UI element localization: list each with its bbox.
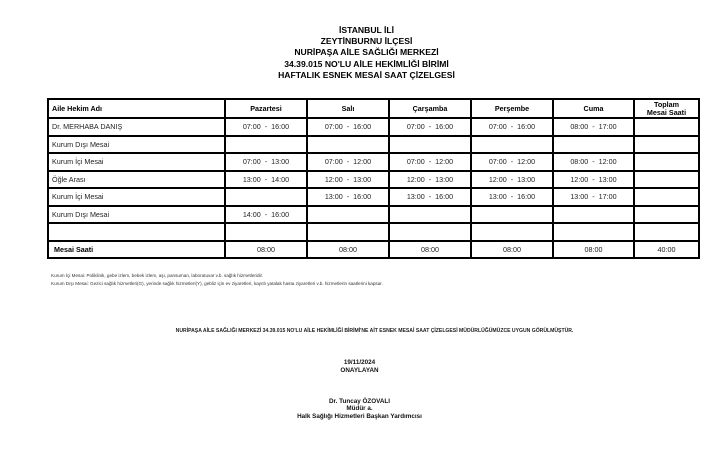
total-cell: 08:00 [471, 241, 553, 259]
total-row [48, 241, 699, 259]
row-label: Kurum Dışı Mesai [48, 206, 225, 224]
row-label: Dr. MERHABA DANIŞ [48, 118, 225, 136]
column-header-total [634, 99, 699, 118]
row-label: Kurum Dışı Mesai [48, 136, 225, 154]
title-schedule: HAFTALIK ESNEK MESAİ SAAT ÇİZELGESİ [278, 69, 455, 80]
table-cell: 13:00 - 16:00 [389, 188, 471, 206]
table-cell: 07:00 - 16:00 [471, 118, 553, 136]
table-cell [634, 136, 699, 154]
table-row [48, 206, 699, 224]
approver-position: Halk Sağlığı Hizmetleri Başkan Yardımcısı [297, 413, 422, 421]
column-header-doctor: Aile Hekim Adı [48, 99, 225, 118]
table-cell [634, 206, 699, 224]
table-cell [471, 136, 553, 154]
row-label: Kurum İçi Mesai [48, 188, 225, 206]
table-cell [307, 136, 389, 154]
table-cell [634, 171, 699, 189]
approver-role: ONAYLAYAN [340, 366, 379, 374]
table-cell [225, 136, 307, 154]
signature-block [0, 359, 717, 421]
table-cell: 13:00 - 16:00 [471, 188, 553, 206]
column-header-tuesday: Salı [307, 99, 389, 118]
title-unit: 34.39.015 NO'LU AİLE HEKİMLİĞİ BİRİMİ [284, 58, 449, 69]
table-cell [471, 206, 553, 224]
total-cell: 08:00 [553, 241, 634, 259]
table-cell: 12:00 - 13:00 [389, 171, 471, 189]
table-row [48, 136, 699, 154]
table-cell [225, 188, 307, 206]
note-internal-duty: Kurum İçi Mesai: Poliklinik, gebe izlem, bebek izlem, aşı, pansuman, laboratuvar v.b. sağlık hizmetleridir. [51, 273, 264, 278]
table-cell: 13:00 - 17:00 [553, 188, 634, 206]
table-row-empty [48, 223, 699, 241]
row-label: Kurum İçi Mesai [48, 153, 225, 171]
column-header-monday: Pazartesi [225, 99, 307, 118]
row-label: Öğle Arası [48, 171, 225, 189]
table-cell [634, 118, 699, 136]
table-cell: 07:00 - 12:00 [307, 153, 389, 171]
approval-statement [0, 328, 717, 334]
table-cell [471, 223, 553, 241]
schedule-table [47, 98, 700, 259]
table-row [48, 171, 699, 189]
table-cell: 07:00 - 13:00 [225, 153, 307, 171]
table-cell [307, 223, 389, 241]
table-cell: 12:00 - 13:00 [307, 171, 389, 189]
total-cell: 08:00 [389, 241, 471, 259]
table-cell [634, 188, 699, 206]
table-cell: 07:00 - 12:00 [471, 153, 553, 171]
table-row [48, 188, 699, 206]
title-district: ZEYTİNBURNU İLÇESİ [320, 36, 413, 47]
table-cell [553, 136, 634, 154]
title-center: NURİPAŞA AİLE SAĞLIĞI MERKEZİ [294, 47, 439, 58]
row-label [48, 223, 225, 241]
table-cell [634, 223, 699, 241]
total-cell: 08:00 [307, 241, 389, 259]
grand-total-cell: 40:00 [634, 241, 699, 259]
total-header-line1: Toplam [653, 99, 680, 109]
column-header-friday: Cuma [553, 99, 634, 118]
table-cell [634, 153, 699, 171]
signature-space [2, 375, 717, 398]
table-cell [553, 223, 634, 241]
table-cell [225, 223, 307, 241]
table-cell: 07:00 - 12:00 [389, 153, 471, 171]
note-external-duty: Kurum Dışı Mesai: Gezici sağlık hizmetleri(G), yerinde sağlık hizmetleri(Y), gebliz için ev ziyaretleri, kayıtlı yatalak hasta ziyaretleri v.b. hizmetlerin saatlerini kapsar. [51, 281, 383, 286]
table-cell: 07:00 - 16:00 [307, 118, 389, 136]
table-cell: 12:00 - 13:00 [471, 171, 553, 189]
table-cell [307, 206, 389, 224]
table-cell [389, 136, 471, 154]
total-header-line2: Mesai Saati [646, 107, 687, 117]
table-header-row [48, 99, 699, 118]
table-cell: 12:00 - 13:00 [553, 171, 634, 189]
table-cell: 13:00 - 14:00 [225, 171, 307, 189]
total-cell: 08:00 [225, 241, 307, 259]
table-cell: 08:00 - 12:00 [553, 153, 634, 171]
approval-statement-text: NURİPAŞA AİLE SAĞLIĞI MERKEZİ 34.39.015 NO'LU AİLE HEKİMLİĞİ BİRİMİ'NE AİT ESNEK MESAİ SAAT ÇİZELGESİ MÜDÜRLÜĞÜMÜZCE UYGUN GÖRÜLMÜŞTÜR. [175, 328, 574, 334]
table-cell: 07:00 - 16:00 [225, 118, 307, 136]
table-row [48, 153, 699, 171]
table-cell: 08:00 - 17:00 [553, 118, 634, 136]
column-header-wednesday: Çarşamba [389, 99, 471, 118]
approval-date: 19/11/2024 [343, 359, 376, 366]
table-cell [389, 223, 471, 241]
table-cell: 13:00 - 16:00 [307, 188, 389, 206]
table-row [48, 118, 699, 136]
approver-name: Dr. Tuncay ÖZOVALI [329, 397, 390, 405]
table-cell: 14:00 - 16:00 [225, 206, 307, 224]
title-province: İSTANBUL İLİ [338, 25, 395, 35]
table-cell [389, 206, 471, 224]
table-cell [553, 206, 634, 224]
total-row-label: Mesai Saati [48, 241, 225, 259]
document-title [0, 25, 717, 81]
table-cell: 07:00 - 16:00 [389, 118, 471, 136]
footnotes [51, 272, 383, 288]
column-header-thursday: Perşembe [471, 99, 553, 118]
approver-title: Müdür a. [346, 405, 373, 413]
